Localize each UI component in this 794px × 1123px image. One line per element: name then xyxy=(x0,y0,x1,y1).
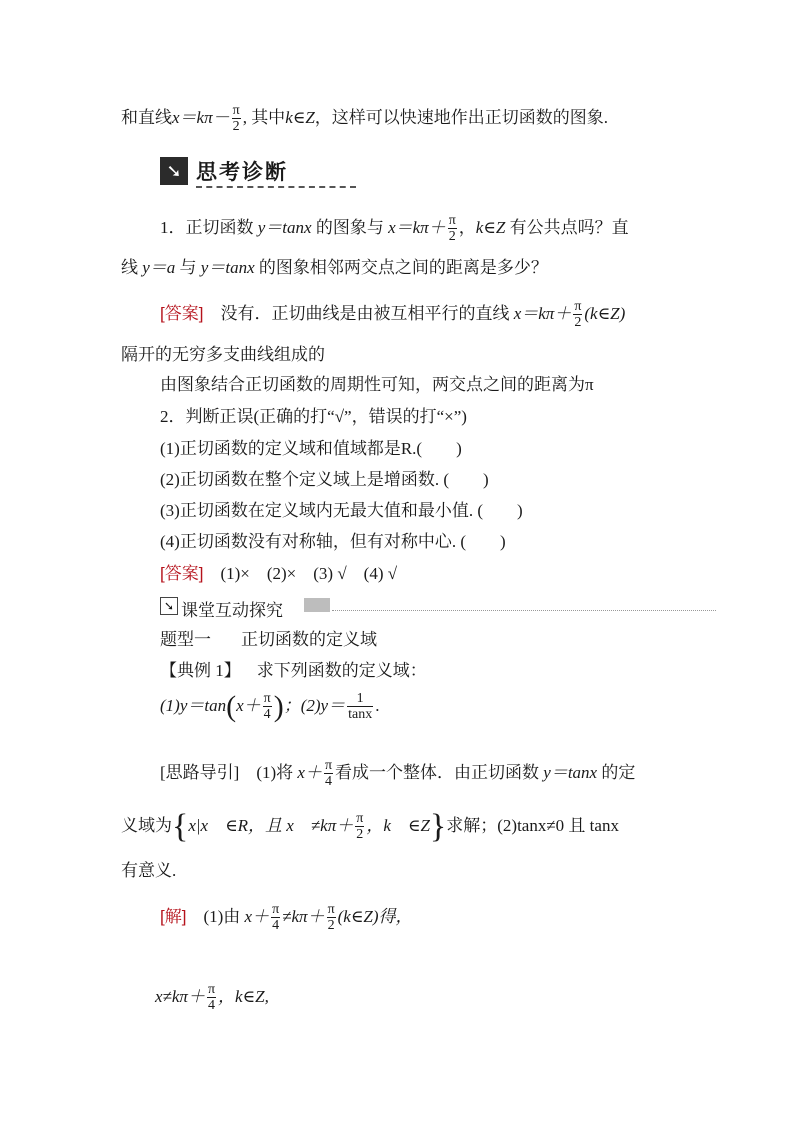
fraction-numerator: 1 xyxy=(356,691,364,706)
topic-title: 正切函数的定义域 xyxy=(241,630,377,649)
fraction-numerator: π xyxy=(574,299,582,314)
fraction-numerator: π xyxy=(263,691,271,706)
answer-1-line-3: 由图象结合正切函数的周期性可知，两交点之间的距离为π xyxy=(160,375,594,394)
solution-line-2 xyxy=(155,983,269,1013)
guide-line-1 xyxy=(160,759,635,789)
text-fragment: 与 xyxy=(175,258,201,277)
text-fragment: 求解；(2)tanx≠0 且 tanx xyxy=(446,815,619,835)
question-2-item-4: (4)正切函数没有对称轴，但有对称中心. ( ) xyxy=(160,532,506,551)
math-expression: x≠kπ＋ xyxy=(155,986,205,1006)
math-expression: y＝tanx xyxy=(543,762,598,782)
math-expression: x|x ∈R，且 x ≠kπ＋ xyxy=(188,815,354,835)
fraction xyxy=(573,300,582,330)
section-title: 课堂互动探究 xyxy=(181,601,283,621)
math-expression: y＝tanx xyxy=(200,258,255,277)
text-fragment: 义域为 xyxy=(121,815,172,835)
math-expression: x＝kπ－ xyxy=(172,107,230,127)
fraction-denominator: 2 xyxy=(356,827,364,842)
math-expression: ，k∈Z, xyxy=(218,986,269,1006)
fraction-numerator: π xyxy=(324,758,333,773)
fraction xyxy=(232,104,241,134)
fraction-denominator: 4 xyxy=(207,998,215,1013)
question-1-line-2 xyxy=(121,259,548,276)
math-expression: (k∈Z)得， xyxy=(337,906,413,926)
decorative-bar xyxy=(304,598,330,612)
math-expression: x＝kπ＋ xyxy=(513,303,572,323)
answer-1-line-2: 隔开的无穷多支曲线组成的 xyxy=(121,345,325,364)
math-expression: k∈Z xyxy=(475,217,506,237)
math-expression: x＝kπ＋ xyxy=(388,217,446,237)
solution-tag: [解] xyxy=(160,906,187,926)
fraction-denominator: 2 xyxy=(232,119,240,134)
text-fragment: (1)× (2)× (3) √ (4) √ xyxy=(203,564,398,583)
text-fragment: 没有．正切曲线是由被互相平行的直线 xyxy=(203,303,514,323)
example-functions xyxy=(160,692,379,722)
text-fragment: ， xyxy=(458,217,476,237)
math-expression: x＋ xyxy=(297,762,322,782)
question-1-line-1 xyxy=(160,214,629,244)
topic-heading xyxy=(160,631,377,648)
question-2-item-2: (2)正切函数在整个定义域上是增函数. ( ) xyxy=(160,470,489,489)
text-fragment: 的定 xyxy=(597,762,636,782)
dashed-underline xyxy=(196,186,356,188)
math-expression: ≠kπ＋ xyxy=(282,906,325,926)
math-expression: x＋ xyxy=(244,906,270,926)
example-tag: 【典例 1】 xyxy=(160,661,241,680)
topic-label: 题型一 xyxy=(160,630,211,649)
brace-right: } xyxy=(429,808,447,845)
text-line-top xyxy=(121,104,608,134)
math-expression: y＝tanx xyxy=(257,217,312,237)
text-fragment: 线 xyxy=(121,258,143,277)
dotted-rule xyxy=(332,610,716,611)
math-expression: ，k ∈Z xyxy=(366,815,430,835)
fraction-numerator: π xyxy=(272,902,280,917)
answer-tag: [答案] xyxy=(160,303,204,323)
paren-right: ) xyxy=(273,690,284,723)
guide-line-2 xyxy=(121,810,619,844)
fraction xyxy=(347,692,373,722)
answer-2 xyxy=(160,565,397,582)
answer-1-line-1 xyxy=(160,300,625,330)
fraction-denominator: 2 xyxy=(574,315,582,330)
math-expression: k∈Z xyxy=(285,107,315,127)
guide-tag: [思路导引] xyxy=(160,762,240,782)
text-fragment: 和直线 xyxy=(121,107,172,127)
math-expression: y＝a xyxy=(142,258,176,277)
fraction-denominator: tanx xyxy=(348,707,373,722)
text-fragment: . xyxy=(375,695,380,715)
example-text: 求下列函数的定义域： xyxy=(256,661,427,680)
solution-line-1 xyxy=(160,903,413,933)
text-fragment: 看成一个整体．由正切函数 xyxy=(335,762,544,782)
section-title: 思考诊断 xyxy=(196,160,288,184)
fraction-numerator: π xyxy=(232,103,240,118)
fraction-denominator: 4 xyxy=(263,707,271,722)
question-2-item-1: (1)正切函数的定义域和值域都是R.( ) xyxy=(160,439,462,458)
fraction xyxy=(263,692,272,722)
fraction-numerator: π xyxy=(327,902,335,917)
arrow-badge-icon: ➘ xyxy=(160,597,178,615)
text-fragment: 的图象相邻两交点之间的距离是多少？ xyxy=(254,258,548,277)
brace-left: { xyxy=(172,808,189,845)
question-2-item-3: (3)正切函数在定义域内无最大值和最小值. ( ) xyxy=(160,501,523,520)
text-fragment: ，这样可以快速地作出正切函数的图象. xyxy=(314,107,609,127)
fraction xyxy=(207,983,216,1013)
text-fragment: 1．正切函数 xyxy=(160,217,258,237)
fraction-denominator: 4 xyxy=(272,918,280,933)
fraction xyxy=(324,759,333,789)
fraction-denominator: 2 xyxy=(448,229,456,244)
answer-tag: [答案] xyxy=(160,564,204,583)
math-expression: x＋ xyxy=(236,695,261,715)
paren-left: ( xyxy=(226,690,237,723)
fraction-numerator: π xyxy=(448,213,456,228)
fraction-numerator: π xyxy=(356,811,364,826)
fraction-denominator: 4 xyxy=(324,774,332,789)
fraction xyxy=(355,812,364,842)
fraction-denominator: 2 xyxy=(327,918,335,933)
guide-line-3: 有意义. xyxy=(121,861,177,880)
section-banner-classroom xyxy=(160,595,716,621)
text-fragment: , 其中 xyxy=(242,107,286,127)
question-2-stem: 2．判断正误(正确的打“√”，错误的打“×”) xyxy=(160,407,467,426)
fraction xyxy=(327,903,336,933)
math-expression: (k∈Z) xyxy=(584,303,626,323)
arrow-badge-icon: ➘ xyxy=(160,157,188,185)
fraction xyxy=(271,903,280,933)
fraction xyxy=(448,214,457,244)
text-fragment: 有公共点吗？直 xyxy=(505,217,629,237)
math-expression: ；(2)y＝ xyxy=(283,695,346,715)
text-fragment: 的图象与 xyxy=(311,217,389,237)
text-fragment: (1)将 xyxy=(239,762,298,782)
math-expression: (1)y＝tan xyxy=(160,695,227,715)
section-banner-thinking xyxy=(160,154,288,188)
example-heading xyxy=(160,662,427,679)
text-fragment: (1)由 xyxy=(186,906,245,926)
fraction-numerator: π xyxy=(207,982,216,997)
